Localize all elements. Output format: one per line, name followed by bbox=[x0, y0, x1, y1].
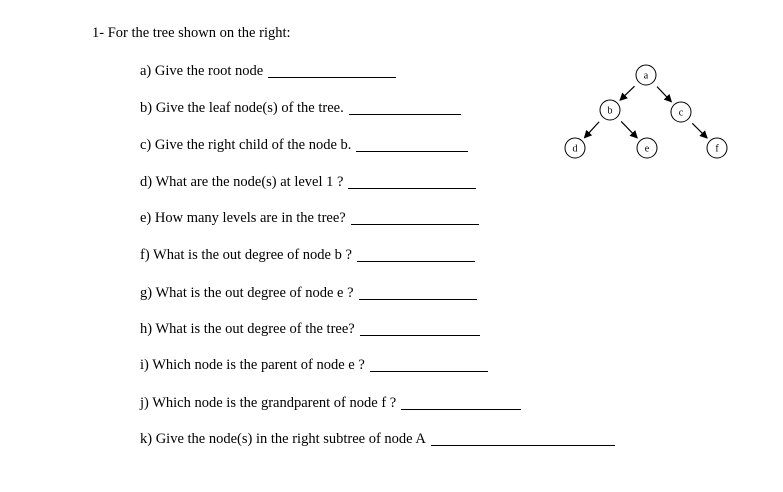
answer-blank-f[interactable] bbox=[357, 260, 475, 262]
question-i-text: i) Which node is the parent of node e ? bbox=[140, 357, 365, 373]
edge-c-f bbox=[692, 123, 707, 138]
question-h bbox=[140, 321, 480, 338]
answer-blank-a[interactable] bbox=[268, 76, 396, 78]
question-b bbox=[140, 100, 461, 117]
question-k bbox=[140, 431, 615, 448]
answer-blank-k[interactable] bbox=[431, 444, 615, 446]
question-j-text: j) Which node is the grandparent of node f ? bbox=[140, 395, 397, 411]
tree-diagram bbox=[550, 60, 750, 170]
answer-blank-g[interactable] bbox=[359, 298, 477, 300]
node-label-f: f bbox=[715, 143, 719, 155]
tree-node-b bbox=[600, 100, 620, 120]
question-h-text: h) What is the out degree of the tree? bbox=[140, 321, 355, 337]
edge-b-e bbox=[621, 121, 637, 138]
answer-blank-e[interactable] bbox=[351, 223, 479, 225]
answer-blank-c[interactable] bbox=[356, 150, 468, 152]
exercise-heading: 1- For the tree shown on the right: bbox=[92, 25, 291, 41]
question-c bbox=[140, 137, 468, 154]
node-label-b: b bbox=[607, 105, 613, 117]
tree-node-c bbox=[671, 102, 691, 122]
node-label-c: c bbox=[678, 107, 684, 119]
edge-b-d bbox=[584, 122, 599, 138]
tree-node-a bbox=[636, 65, 656, 85]
question-a-text: a) Give the root node bbox=[140, 63, 264, 79]
answer-blank-j[interactable] bbox=[401, 408, 521, 410]
question-k-text: k) Give the node(s) in the right subtree of node A bbox=[140, 431, 426, 447]
answer-blank-b[interactable] bbox=[349, 113, 461, 115]
question-a bbox=[140, 63, 396, 80]
question-g bbox=[140, 285, 477, 302]
answer-blank-h[interactable] bbox=[360, 334, 480, 336]
question-f-text: f) What is the out degree of node b ? bbox=[140, 247, 352, 263]
question-f bbox=[140, 247, 475, 264]
tree-node-d bbox=[565, 138, 585, 158]
node-label-e: e bbox=[644, 143, 650, 155]
tree-node-e bbox=[637, 138, 657, 158]
question-g-text: g) What is the out degree of node e ? bbox=[140, 285, 354, 301]
question-d-text: d) What are the node(s) at level 1 ? bbox=[140, 174, 344, 190]
question-b-text: b) Give the leaf node(s) of the tree. bbox=[140, 100, 344, 116]
question-j bbox=[140, 395, 521, 412]
question-e bbox=[140, 210, 479, 227]
node-label-a: a bbox=[643, 70, 649, 82]
edge-a-b bbox=[620, 86, 634, 100]
question-i bbox=[140, 357, 488, 374]
question-c-text: c) Give the right child of the node b. bbox=[140, 137, 352, 153]
edge-a-c bbox=[657, 87, 671, 102]
answer-blank-i[interactable] bbox=[370, 370, 488, 372]
node-label-d: d bbox=[572, 143, 578, 155]
question-e-text: e) How many levels are in the tree? bbox=[140, 210, 346, 226]
question-d bbox=[140, 174, 476, 191]
tree-node-f bbox=[707, 138, 727, 158]
answer-blank-d[interactable] bbox=[348, 187, 476, 189]
